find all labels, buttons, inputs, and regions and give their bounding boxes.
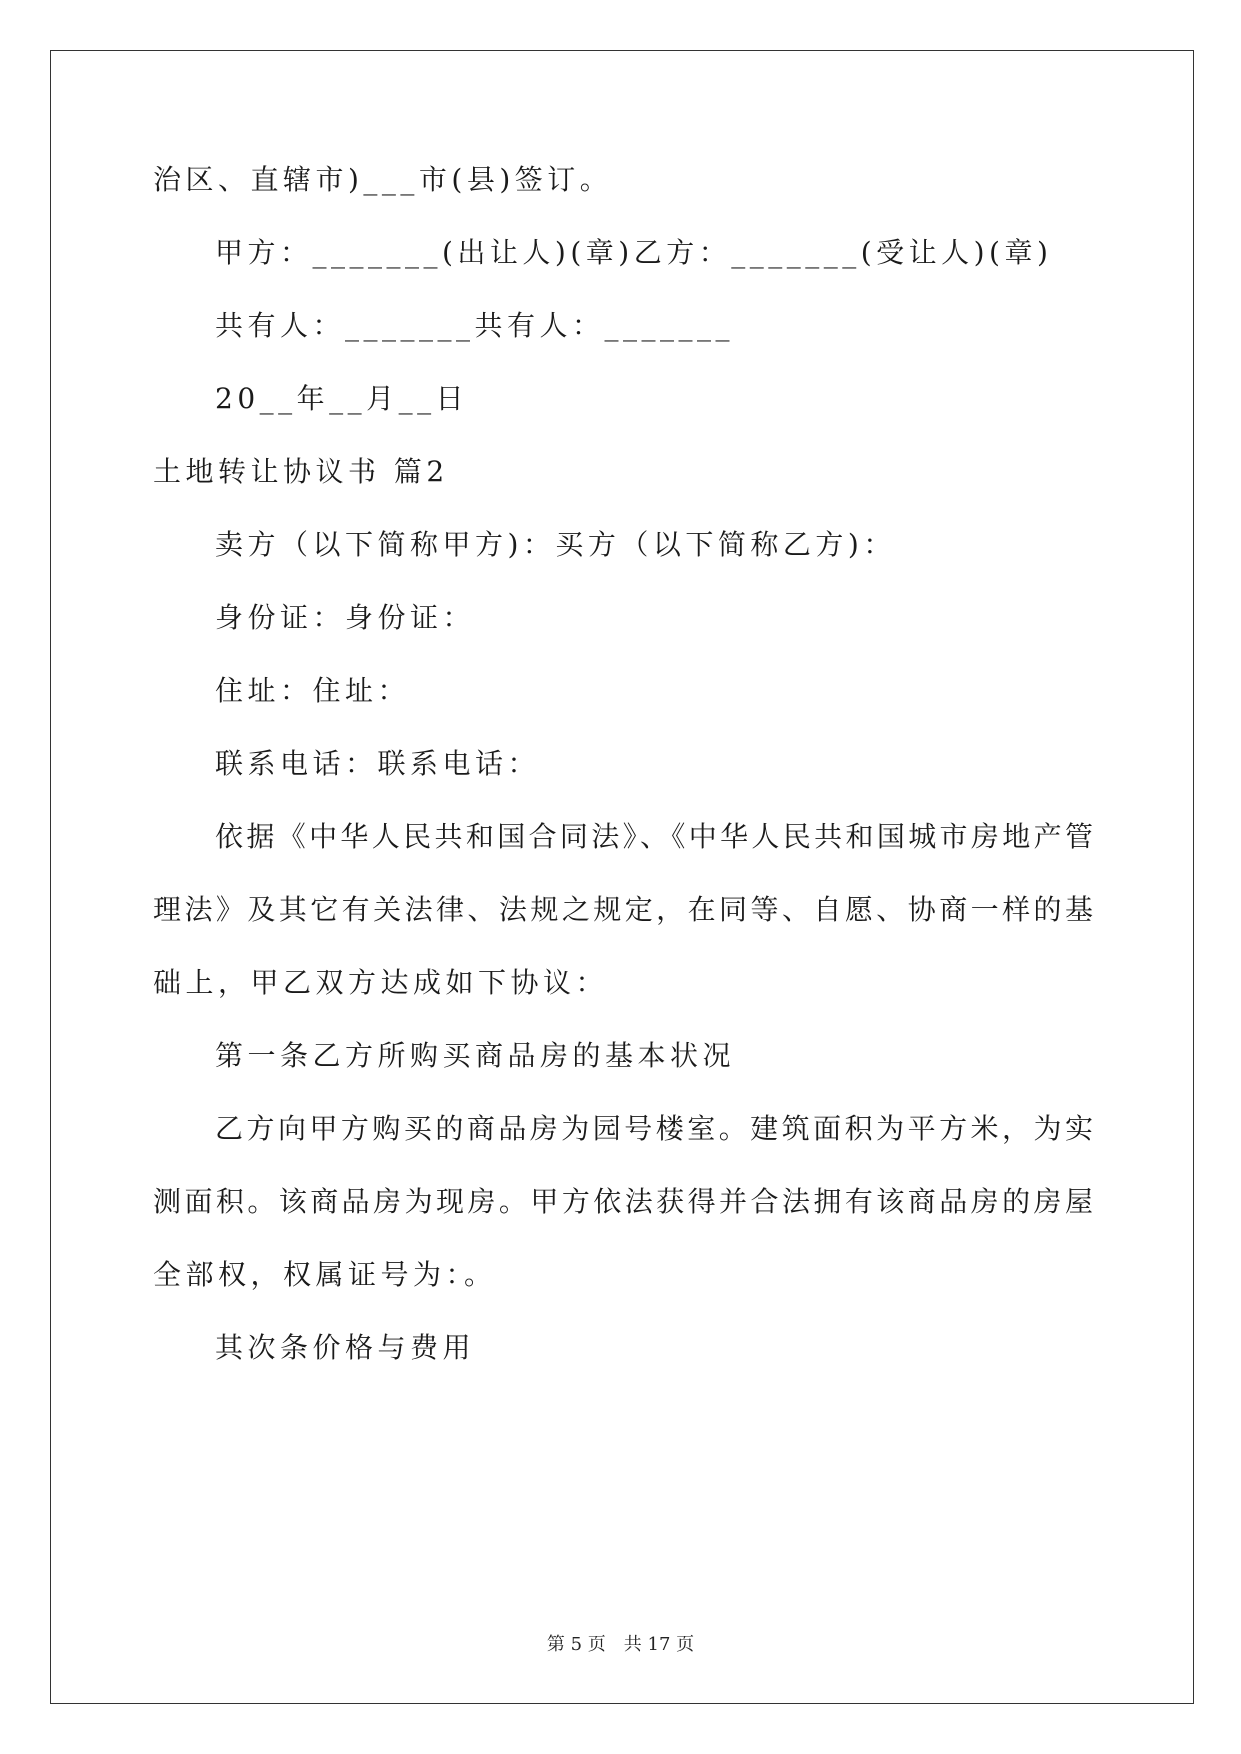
article-2-heading: 其次条价格与费用 <box>215 1331 476 1364</box>
page-number-footer: 第 5 页 共 17 页 <box>546 1634 695 1655</box>
section-heading: 土地转让协议书 篇2 <box>153 455 449 488</box>
paragraph-basis-line-2: 理法》及其它有关法律、法规之规定，在同等、自愿、协商一样的基 <box>153 893 1093 926</box>
text-line-id-card: 身份证：身份证： <box>215 601 476 634</box>
text-line-phone: 联系电话：联系电话： <box>215 747 541 780</box>
text-line-date: 20__年__月__日 <box>215 382 469 415</box>
paragraph-basis-line-1: 依据《中华人民共和国合同法》、《中华人民共和国城市房地产管 <box>215 820 1093 853</box>
paragraph-property-line-3: 全部权，权属证号为：。 <box>153 1258 497 1291</box>
text-line-signing-location: 治区、直辖市)___市(县)签订。 <box>153 163 613 196</box>
text-line-address: 住址：住址： <box>215 674 411 707</box>
page-border <box>50 50 1194 1704</box>
text-line-seller-buyer: 卖方（以下简称甲方)：买方（以下简称乙方)： <box>215 528 896 561</box>
article-1-heading: 第一条乙方所购买商品房的基本状况 <box>215 1039 736 1072</box>
text-line-co-owners: 共有人：_______共有人：_______ <box>215 309 735 342</box>
paragraph-basis-line-3: 础上，甲乙双方达成如下协议： <box>153 966 609 999</box>
paragraph-property-line-1: 乙方向甲方购买的商品房为园号楼室。建筑面积为平方米，为实 <box>215 1112 1093 1145</box>
text-line-party-a-b-seal: 甲方：_______(出让人)(章)乙方：_______(受让人)(章) <box>215 236 1053 269</box>
paragraph-property-line-2: 测面积。该商品房为现房。甲方依法获得并合法拥有该商品房的房屋 <box>153 1185 1093 1218</box>
